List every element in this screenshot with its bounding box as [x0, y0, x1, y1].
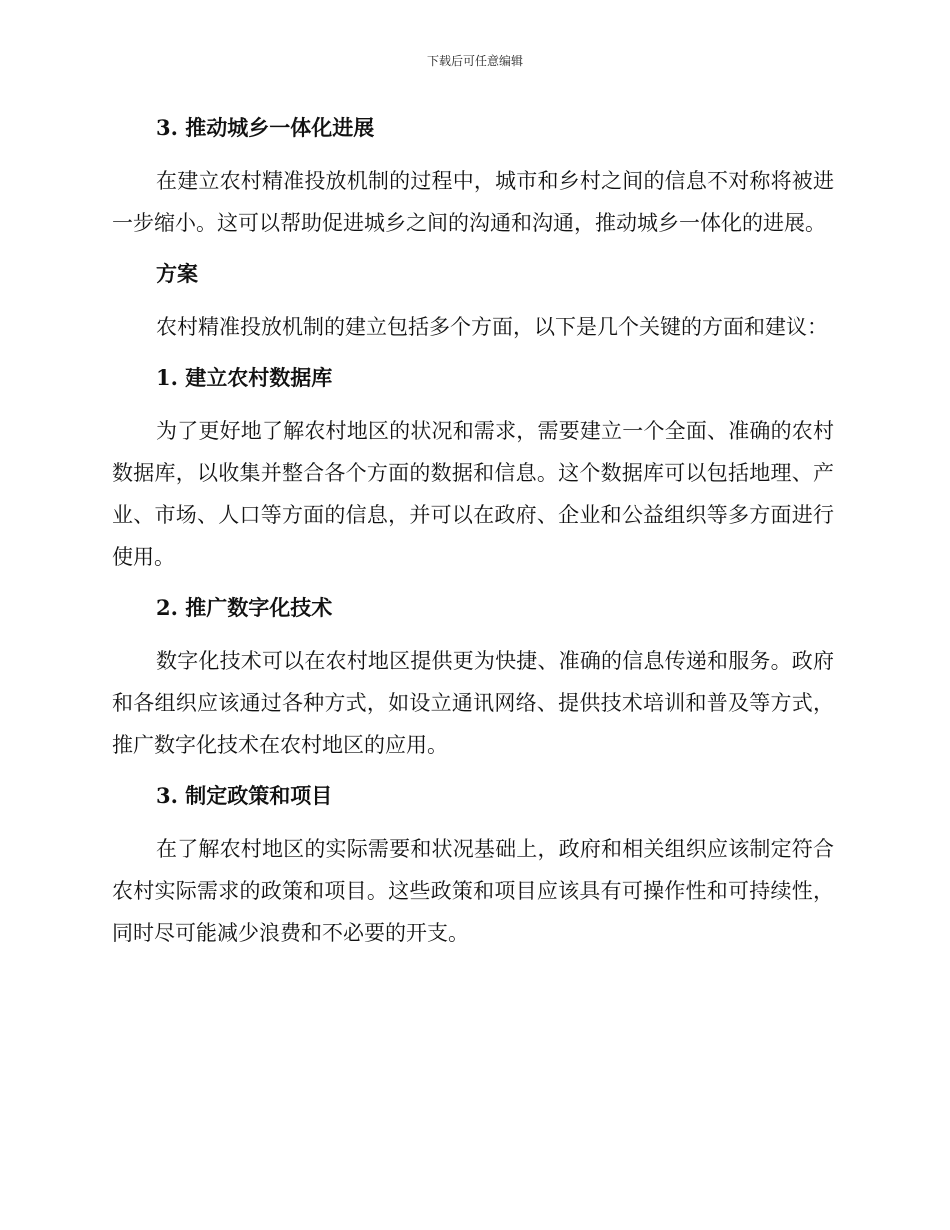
section-policies-projects	[112, 776, 834, 954]
section-paragraph: 数字化技术可以在农村地区提供更为快捷、准确的信息传递和服务。政府和各组织应该通过各种方式，如设立通讯网络、提供技术培训和普及等方式，推广数字化技术在农村地区的应用。	[112, 649, 834, 757]
section-heading: 3. 制定政策和项目	[156, 783, 333, 808]
section-paragraph: 为了更好地了解农村地区的状况和需求，需要建立一个全面、准确的农村数据库，以收集并整合各个方面的数据和信息。这个数据库可以包括地理、产业、市场、人口等方面的信息，并可以在政府、企业和公益组织等多方面进行使用。	[112, 419, 834, 569]
section-heading: 2. 推广数字化技术	[156, 595, 333, 620]
section-heading: 方案	[156, 261, 198, 286]
section-digital-technology	[112, 588, 834, 776]
section-paragraph: 在了解农村地区的实际需要和状况基础上，政府和相关组织应该制定符合农村实际需求的政策和项目。这些政策和项目应该具有可操作性和可持续性，同时尽可能减少浪费和不必要的开支。	[112, 837, 834, 945]
section-paragraph: 在建立农村精准投放机制的过程中，城市和乡村之间的信息不对称将被进一步缩小。这可以帮助促进城乡之间的沟通和沟通，推动城乡一体化的进展。	[112, 169, 834, 235]
section-plan	[112, 254, 834, 358]
section-heading: 1. 建立农村数据库	[156, 365, 333, 390]
document-body	[112, 108, 834, 954]
section-paragraph: 农村精准投放机制的建立包括多个方面，以下是几个关键的方面和建议：	[156, 315, 828, 339]
section-rural-database	[112, 358, 834, 588]
page-header: 下载后可任意编辑	[426, 54, 523, 68]
section-heading: 3. 推动城乡一体化进展	[156, 115, 375, 140]
section-urban-rural-integration	[112, 108, 834, 254]
